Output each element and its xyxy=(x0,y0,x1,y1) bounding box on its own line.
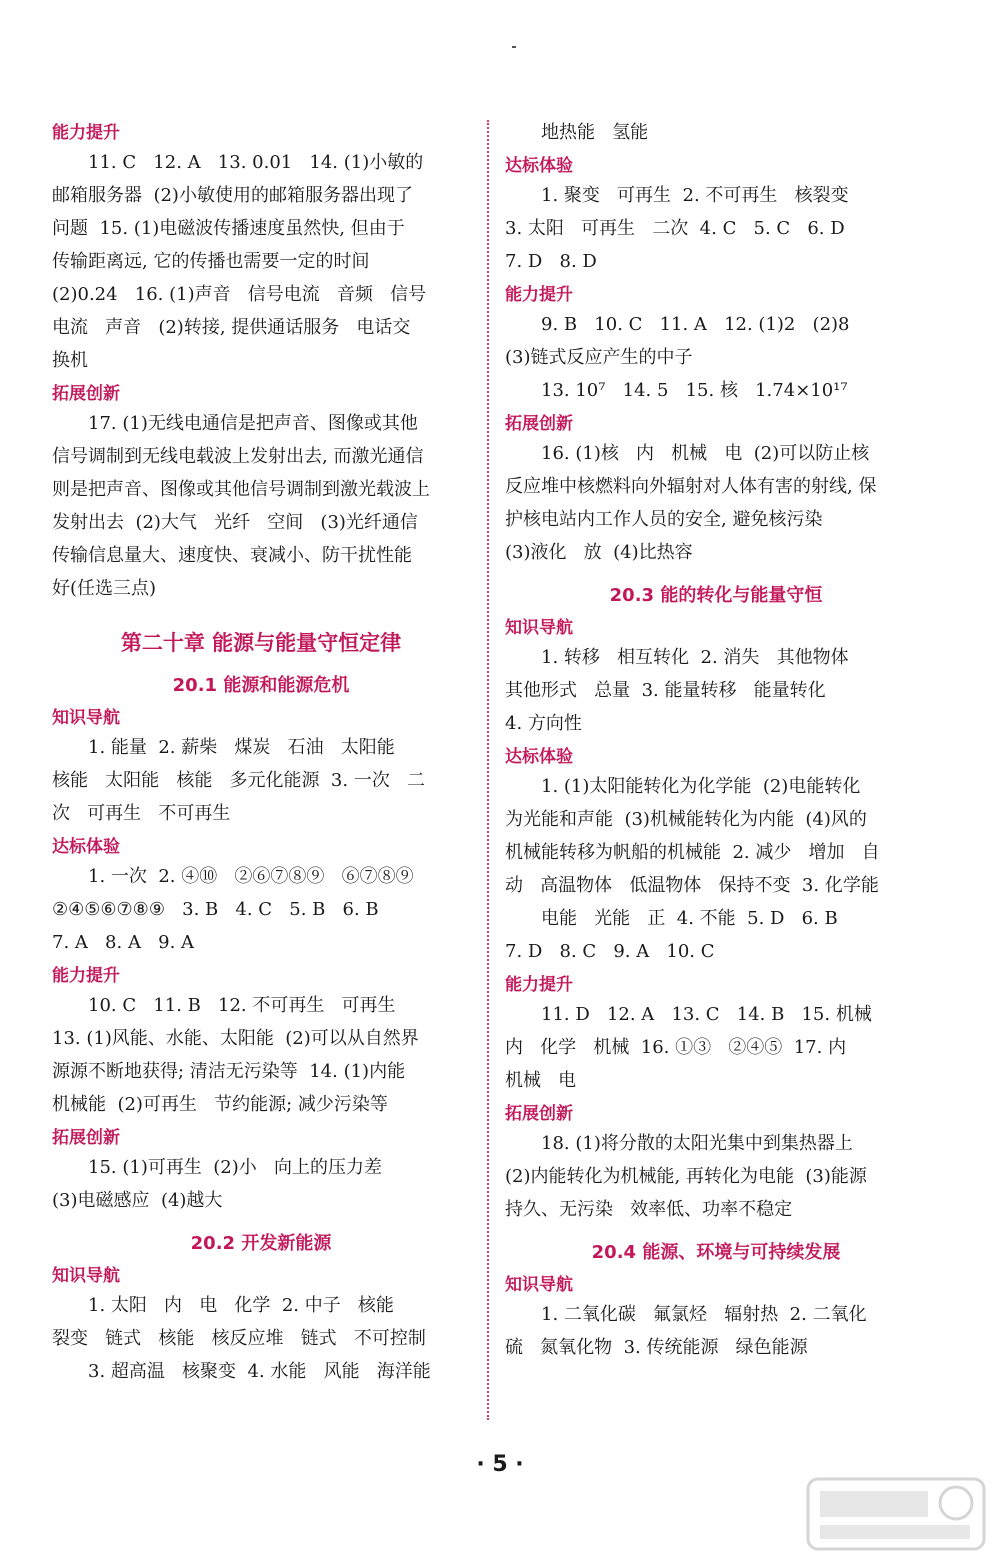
answer-line: 13. 10⁷ 14. 5 15. 核 1.74×10¹⁷ xyxy=(541,380,848,401)
answer-line: 则是把声音、图像或其他信号调制到激光载波上 xyxy=(52,479,430,500)
answer-line: 13. (1)风能、水能、太阳能 (2)可以从自然界 xyxy=(52,1028,419,1049)
answer-line: 持久、无污染 效率低、功率不稳定 xyxy=(505,1199,793,1220)
subsection-title: 20.1 能源和能源危机 xyxy=(172,675,350,696)
answer-line: (2)内能转化为机械能, 再转化为电能 (3)能源 xyxy=(505,1166,867,1187)
answer-line: 1. 转移 相互转化 2. 消失 其他物体 xyxy=(541,647,849,668)
right-column xyxy=(505,116,927,1364)
answer-line: 好(任选三点) xyxy=(52,578,157,599)
section-heading: 能力提升 xyxy=(52,966,120,986)
section-heading: 知识导航 xyxy=(505,618,573,638)
section-heading: 知识导航 xyxy=(52,708,120,728)
section-heading: 达标体验 xyxy=(505,747,573,767)
section-heading: 达标体验 xyxy=(52,837,120,857)
answer-line: 11. D 12. A 13. C 14. B 15. 机械 xyxy=(541,1004,872,1025)
section-heading: 知识导航 xyxy=(505,1275,573,1295)
subsection-title: 20.2 开发新能源 xyxy=(190,1233,332,1254)
answer-line: 发射出去 (2)大气 光纤 空间 (3)光纤通信 xyxy=(52,512,418,533)
answer-line: 为光能和声能 (3)机械能转化为内能 (4)风的 xyxy=(505,809,867,830)
section-heading: 拓展创新 xyxy=(505,414,573,434)
answer-line: 16. (1)核 内 机械 电 (2)可以防止核 xyxy=(541,443,870,464)
answer-line: 邮箱服务器 (2)小敏使用的邮箱服务器出现了 xyxy=(52,185,413,206)
column-divider xyxy=(487,120,489,1420)
answer-line: 地热能 氢能 xyxy=(541,122,649,143)
answer-line: 15. (1)可再生 (2)小 向上的压力差 xyxy=(88,1157,382,1178)
left-column xyxy=(52,116,470,1388)
answer-line: 换机 xyxy=(52,350,88,371)
answer-line: (3)链式反应产生的中子 xyxy=(505,347,693,368)
answer-line: 机械能 (2)可再生 节约能源; 减少污染等 xyxy=(52,1094,388,1115)
answer-line: 10. C 11. B 12. 不可再生 可再生 xyxy=(88,995,396,1016)
answer-line: 7. A 8. A 9. A xyxy=(52,932,195,953)
answer-line: 反应堆中核燃料向外辐射对人体有害的射线, 保 xyxy=(505,476,877,497)
section-heading: 拓展创新 xyxy=(505,1104,573,1124)
answer-line: 1. 太阳 内 电 化学 2. 中子 核能 xyxy=(88,1295,394,1316)
section-heading: 知识导航 xyxy=(52,1266,120,1286)
answer-line: (3)液化 放 (4)比热容 xyxy=(505,542,693,563)
answer-line: 1. 能量 2. 薪柴 煤炭 石油 太阳能 xyxy=(88,737,395,758)
section-heading: 拓展创新 xyxy=(52,384,120,404)
answer-line: 次 可再生 不可再生 xyxy=(52,803,231,824)
answer-line: 机械 电 xyxy=(505,1070,577,1091)
answer-line: 7. D 8. D xyxy=(505,251,597,272)
answer-line: 传输信息量大、速度快、衰减小、防干扰性能 xyxy=(52,545,412,566)
answer-line: 1. 聚变 可再生 2. 不可再生 核裂变 xyxy=(541,185,849,206)
answer-line: 1. 二氧化碳 氟氯烃 辐射热 2. 二氧化 xyxy=(541,1304,867,1325)
answer-line: 9. B 10. C 11. A 12. (1)2 (2)8 xyxy=(541,314,850,335)
section-heading: 能力提升 xyxy=(52,123,120,143)
answer-line: 护核电站内工作人员的安全, 避免核污染 xyxy=(505,509,823,530)
answer-line: 电能 光能 正 4. 不能 5. D 6. B xyxy=(541,908,838,929)
page-number: · 5 · xyxy=(476,1452,524,1477)
answer-line: 18. (1)将分散的太阳光集中到集热器上 xyxy=(541,1133,853,1154)
answer-line: 信号调制到无线电载波上发射出去, 而激光通信 xyxy=(52,446,424,467)
answer-line: 1. (1)太阳能转化为化学能 (2)电能转化 xyxy=(541,776,861,797)
answer-line: ②④⑤⑥⑦⑧⑨ 3. B 4. C 5. B 6. B xyxy=(52,899,379,920)
answer-line: (2)0.24 16. (1)声音 信号电流 音频 信号 xyxy=(52,284,427,305)
answer-line: 机械能转移为帆船的机械能 2. 减少 增加 自 xyxy=(505,842,880,863)
page-dot xyxy=(512,46,516,48)
answer-line: 7. D 8. C 9. A 10. C xyxy=(505,941,715,962)
answer-line: 内 化学 机械 16. ①③ ②④⑤ 17. 内 xyxy=(505,1037,847,1058)
subsection-title: 20.4 能源、环境与可持续发展 xyxy=(591,1242,841,1263)
chapter-title: 第二十章 能源与能量守恒定律 xyxy=(120,631,402,655)
answer-line: 动 高温物体 低温物体 保持不变 3. 化学能 xyxy=(505,875,879,896)
answer-line: 17. (1)无线电通信是把声音、图像或其他 xyxy=(88,413,418,434)
answer-line: 1. 一次 2. ④⑩ ②⑥⑦⑧⑨ ⑥⑦⑧⑨ xyxy=(88,866,414,887)
answer-line: 硫 氮氧化物 3. 传统能源 绿色能源 xyxy=(505,1337,808,1358)
answer-line: 电流 声音 (2)转接, 提供通话服务 电话交 xyxy=(52,317,411,338)
answer-line: 4. 方向性 xyxy=(505,713,582,734)
answer-line: 裂变 链式 核能 核反应堆 链式 不可控制 xyxy=(52,1328,426,1349)
section-heading: 能力提升 xyxy=(505,975,573,995)
answer-line: 源源不断地获得; 清洁无污染等 14. (1)内能 xyxy=(52,1061,406,1082)
answer-line: 11. C 12. A 13. 0.01 14. (1)小敏的 xyxy=(88,152,424,173)
answer-line: (3)电磁感应 (4)越大 xyxy=(52,1190,223,1211)
answer-line: 3. 太阳 可再生 二次 4. C 5. C 6. D xyxy=(505,218,845,239)
section-heading: 能力提升 xyxy=(505,285,573,305)
subsection-title: 20.3 能的转化与能量守恒 xyxy=(609,585,823,606)
answer-line: 其他形式 总量 3. 能量转移 能量转化 xyxy=(505,680,826,701)
section-heading: 拓展创新 xyxy=(52,1128,120,1148)
answer-line: 问题 15. (1)电磁波传播速度虽然快, 但由于 xyxy=(52,218,405,239)
watermark-logo xyxy=(806,1477,986,1551)
answer-line: 传输距离远, 它的传播也需要一定的时间 xyxy=(52,251,370,272)
answer-line: 核能 太阳能 核能 多元化能源 3. 一次 二 xyxy=(52,770,425,791)
section-heading: 达标体验 xyxy=(505,156,573,176)
answer-line: 3. 超高温 核聚变 4. 水能 风能 海洋能 xyxy=(88,1361,431,1382)
